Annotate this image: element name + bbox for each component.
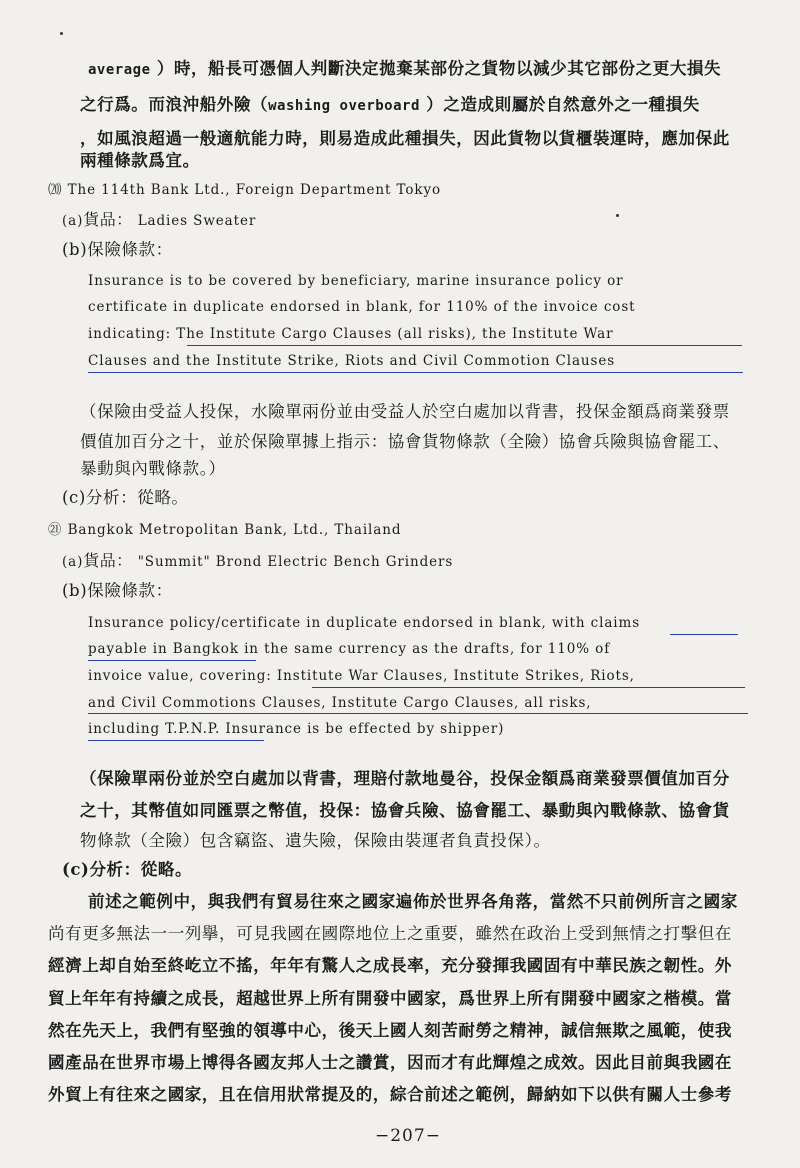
text-line-l26 [80,827,551,851]
text-line-l20 [88,641,610,657]
text-line-l25 [80,797,730,821]
text-line-l27 [62,856,192,880]
text-segment: (b)保險條款： [62,581,173,600]
text-line-l06 [62,207,256,230]
underline-mark [88,660,256,661]
text-line-l21 [88,668,635,684]
text-segment: 兩種條款爲宜。 [80,151,200,170]
text-segment: including T.P.N.P. Insurance is be effected by shipper) [88,721,505,737]
text-line-l18 [62,577,173,601]
underline-mark [88,713,748,714]
text-segment: 價值加百分之十，並於保險單據上指示：協會貨物條款（全險）協會兵險與協會罷工、 [80,432,730,451]
text-segment: 物條款（全險）包含竊盜、遺失險，保險由裝運者負責投保）。 [80,831,551,850]
text-segment: and Civil Commotions Clauses, Institute Cargo Clauses, all risks, [88,695,592,711]
underline-mark [312,687,745,688]
underline-mark [88,740,264,741]
underline-mark [670,634,738,635]
text-line-l24 [80,765,730,789]
text-line-l11 [88,353,615,369]
text-line-l31 [48,985,732,1009]
text-segment: Insurance policy/certificate in duplicate endorsed in blank, with claims [88,615,641,631]
text-segment: 貨品： [83,210,133,229]
text-line-l15 [62,484,189,508]
text-segment: 貿上年年有持續之成長，超越世界上所有開發中國家，爲世界上所有開發中國家之楷模。當 [48,989,732,1008]
text-line-l34 [48,1081,732,1105]
text-segment: ）之造成則屬於自然意外之一種損失 [419,95,700,114]
text-line-l17 [62,548,453,571]
text-segment: （保險單兩份並於空白處加以背書，理賠付款地曼谷，投保金額爲商業發票價值加百分 [80,769,730,788]
text-segment: 經濟上却自始至終屹立不搖，年年有驚人之成長率，充分發揮我國固有中華民族之韌性。外 [48,956,732,975]
text-segment: ⒇ The 114th Bank Ltd., Foreign Department Tokyo [48,182,442,198]
text-line-l19 [88,615,640,631]
text-segment: 貨品： [83,551,133,570]
text-segment: invoice value, covering: Institute War Clauses, Institute Strikes, Riots, [88,668,635,684]
text-segment: average [88,62,151,78]
text-line-l02 [80,91,700,115]
scan-speck [616,214,619,217]
text-line-l09 [88,299,635,315]
text-line-l10 [88,326,613,342]
text-segment: washing overboard [268,98,420,114]
text-line-l23 [88,721,504,737]
text-segment: （保險由受益人投保，水險單兩份並由受益人於空白處加以背書，投保金額爲商業發票 [80,402,730,421]
text-line-l03 [80,125,730,149]
text-segment: ，如風浪超過一般適航能力時，則易造成此種損失，因此貨物以貨櫃裝運時，應加保此 [80,129,730,148]
text-line-l33 [48,1049,732,1073]
text-line-l13 [80,428,730,452]
text-segment: (c)分析：從略。 [62,860,193,879]
text-segment: ）時，船長可憑個人判斷決定拋棄某部份之貨物以減少其它部份之更大損失 [150,59,722,78]
text-segment: 前述之範例中，與我們有貿易往來之國家遍佈於世界各角落，當然不只前例所言之國家 [88,892,738,911]
text-segment: 之行爲。而浪沖船外險（ [80,95,269,114]
text-segment: (c)分析：從略。 [62,488,189,507]
text-segment: (b)保險條款： [62,240,173,259]
text-segment: indicating: The Institute Cargo Clauses (all risks), the Institute War [88,326,614,342]
text-line-l16 [48,518,401,538]
text-segment: "Summit" Brond Electric Bench Grinders [132,554,454,570]
text-line-l04 [80,147,200,171]
text-line-l32 [48,1017,732,1041]
text-line-l14 [80,455,226,479]
text-line-l22 [88,695,591,711]
text-line-l12 [80,398,730,422]
text-line-l01 [88,55,721,79]
text-segment: 外貿上有往來之國家，且在信用狀常提及的，綜合前述之範例，歸納如下以供有關人士參考 [48,1085,732,1104]
text-segment: payable in Bangkok in the same currency as the drafts, for 110% of [88,641,611,657]
text-segment: (a) [62,213,84,229]
text-segment: (a) [62,554,84,570]
text-segment: ㉑ Bangkok Metropolitan Bank, Ltd., Thailand [48,522,402,538]
text-line-l30 [48,952,732,976]
text-segment: 暴動與內戰條款。） [80,459,226,478]
underline-mark [88,372,743,373]
text-segment: Clauses and the Institute Strike, Riots and Civil Commotion Clauses [88,353,616,369]
text-segment: 然在先天上，我們有堅強的領導中心，後天上國人刻苦耐勞之精神，誠信無欺之風範，使我 [48,1021,732,1040]
text-line-l07 [62,236,173,260]
text-segment: 之十，其幣值如同匯票之幣值，投保：協會兵險、協會罷工、暴動與內戰條款、協會貨 [80,801,730,820]
text-segment: 尚有更多無法一一列擧，可見我國在國際地位上之重要，雖然在政治上受到無情之打擊但在 [48,924,732,943]
text-line-l29 [48,920,732,944]
text-segment: certificate in duplicate endorsed in blank, for 110% of the invoice cost [88,299,636,315]
underline-mark [187,345,742,346]
page-number: −207− [375,1126,441,1146]
text-line-l28 [88,888,738,912]
text-segment: Insurance is to be covered by beneficiary, marine insurance policy or [88,273,624,289]
scan-speck [60,32,63,35]
text-segment: 國產品在世界市場上博得各國友邦人士之讚賞，因而才有此輝煌之成效。因此目前與我國在 [48,1053,732,1072]
text-segment: Ladies Sweater [132,213,257,229]
text-line-l05 [48,178,441,198]
text-line-l08 [88,273,624,289]
